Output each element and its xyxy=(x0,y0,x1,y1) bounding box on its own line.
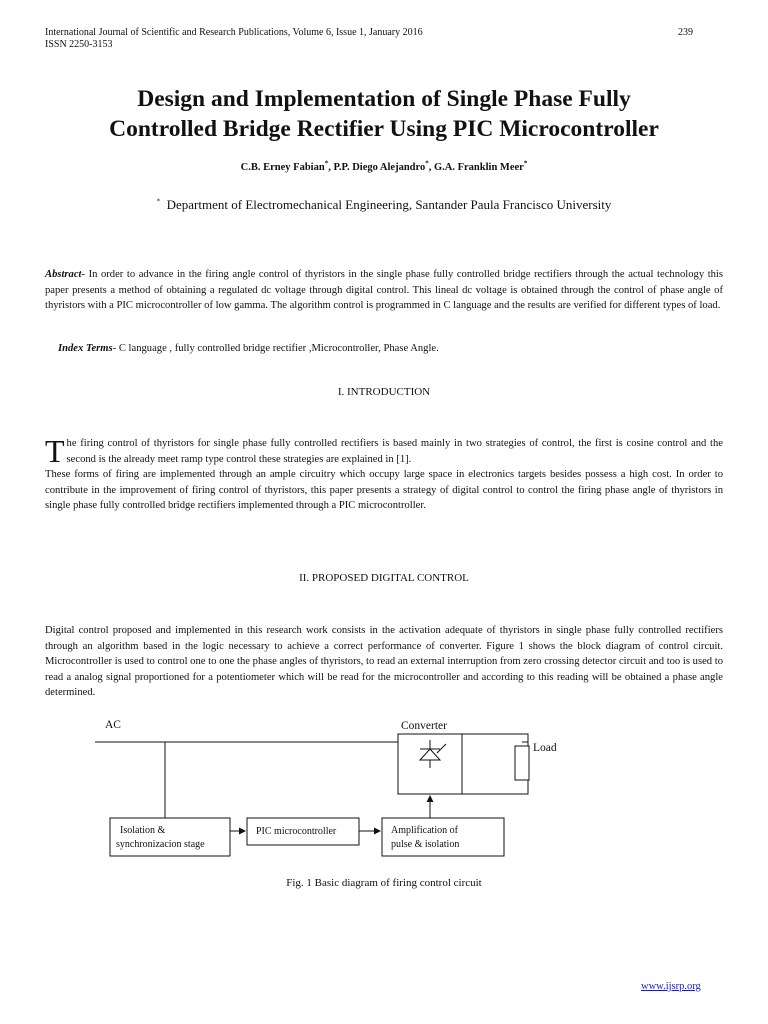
journal-line: International Journal of Scientific and Research Publications, Volume 6, Issue 1, January 2016 xyxy=(45,27,423,38)
isolation-sync-box xyxy=(110,818,230,856)
paper-title xyxy=(0,84,768,144)
load-resistor xyxy=(515,746,529,780)
isolation-sync-line-1: Isolation & xyxy=(120,825,166,836)
abstract-text: In order to advance in the firing angle control of thyristors in the single phase fully controlled bridge rectifiers through the actual technology this paper presents a method of obtaining a regulated dc voltage through digital control. This lineal dc voltage is obtained through the control of phase angle of thyristors with a PIC microcontroller of low gamma. The algorithm control is programmed in C language and the results are verified for different types of load. xyxy=(45,269,723,311)
author-1: C.B. Erney Fabian xyxy=(240,162,325,173)
pic-microcontroller-label: PIC microcontroller xyxy=(256,826,337,837)
author-3-mark: * xyxy=(523,159,528,168)
abstract-label: Abstract- xyxy=(45,269,86,280)
author-3: , G.A. Franklin Meer xyxy=(428,162,524,173)
amplification-line-1: Amplification of xyxy=(391,825,458,836)
introduction-paragraph-2: These forms of firing are implemented through an ample circuitry which occupy large space in electronics targets besides possess a high cost. In order to contribute in the improvement of firing control of thyristors, this paper presents a strategy of digital control to control the firing phase angle of thyristors in single phase fully controlled bridge rectifiers implemented through a PIC microcontroller. xyxy=(45,469,723,511)
affiliation-text: Department of Electromechanical Engineering, Santander Paula Francisco University xyxy=(166,197,612,212)
page-number: 239 xyxy=(678,27,693,38)
index-terms xyxy=(58,341,723,357)
author-list xyxy=(0,159,768,173)
introduction-body xyxy=(45,433,723,514)
affiliation xyxy=(0,197,768,213)
running-header xyxy=(45,27,423,51)
author-2: , P.P. Diego Alejandro xyxy=(328,162,426,173)
title-line-2: Controlled Bridge Rectifier Using PIC Microcontroller xyxy=(109,116,659,142)
isolation-sync-line-2: synchronizacion stage xyxy=(116,839,205,850)
load-label: Load xyxy=(533,742,557,754)
thyristor-icon xyxy=(420,740,446,768)
firing-control-block-diagram xyxy=(0,700,768,870)
author-1-mark: * xyxy=(324,159,329,168)
issn-line: ISSN 2250-3153 xyxy=(45,39,113,50)
author-2-mark: * xyxy=(425,159,429,168)
converter-label: Converter xyxy=(401,720,447,732)
section-heading-introduction: I. INTRODUCTION xyxy=(337,386,431,398)
drop-cap: T xyxy=(45,433,65,469)
section-heading-proposed-control: II. PROPOSED DIGITAL CONTROL xyxy=(299,572,469,584)
index-terms-text: - C language , fully controlled bridge rectifier ,Microcontroller, Phase Angle. xyxy=(112,343,439,354)
amplification-box xyxy=(382,818,504,856)
figure-caption: Fig. 1 Basic diagram of firing control circuit xyxy=(286,877,482,889)
proposed-control-paragraph: Digital control proposed and implemented in this research work consists in the activation adequate of thyristors in single phase fully controlled rectifiers through an algorithm based in the logic necessary to achieve a correct performance of converter. Figure 1 shows the block diagram of control circuit. Microcontroller is used to control one to one the phase angles of thyristors, to read an external interruption from zero crossing detector circuit and too is used to read a analog signal proportioned for a potentiometer which will be read for the microcontroller and according to this reading will be obtained a phase angle determined. xyxy=(45,625,723,698)
title-line-1: Design and Implementation of Single Phase Fully xyxy=(137,86,631,112)
ac-label: AC xyxy=(105,719,121,731)
journal-website-link[interactable]: www.ijsrp.org xyxy=(641,981,701,992)
introduction-paragraph-1: he firing control of thyristors for single phase fully controlled rectifiers is based mainly in two strategies of control, the first is cosine control and the second is the already meet ramp type control these strategies are explained in [1]. xyxy=(66,438,723,465)
amplification-line-2: pulse & isolation xyxy=(391,839,460,850)
converter-box xyxy=(398,734,528,794)
index-terms-label: Index Terms xyxy=(58,343,113,354)
abstract xyxy=(45,267,723,314)
affiliation-mark: * xyxy=(156,197,161,206)
